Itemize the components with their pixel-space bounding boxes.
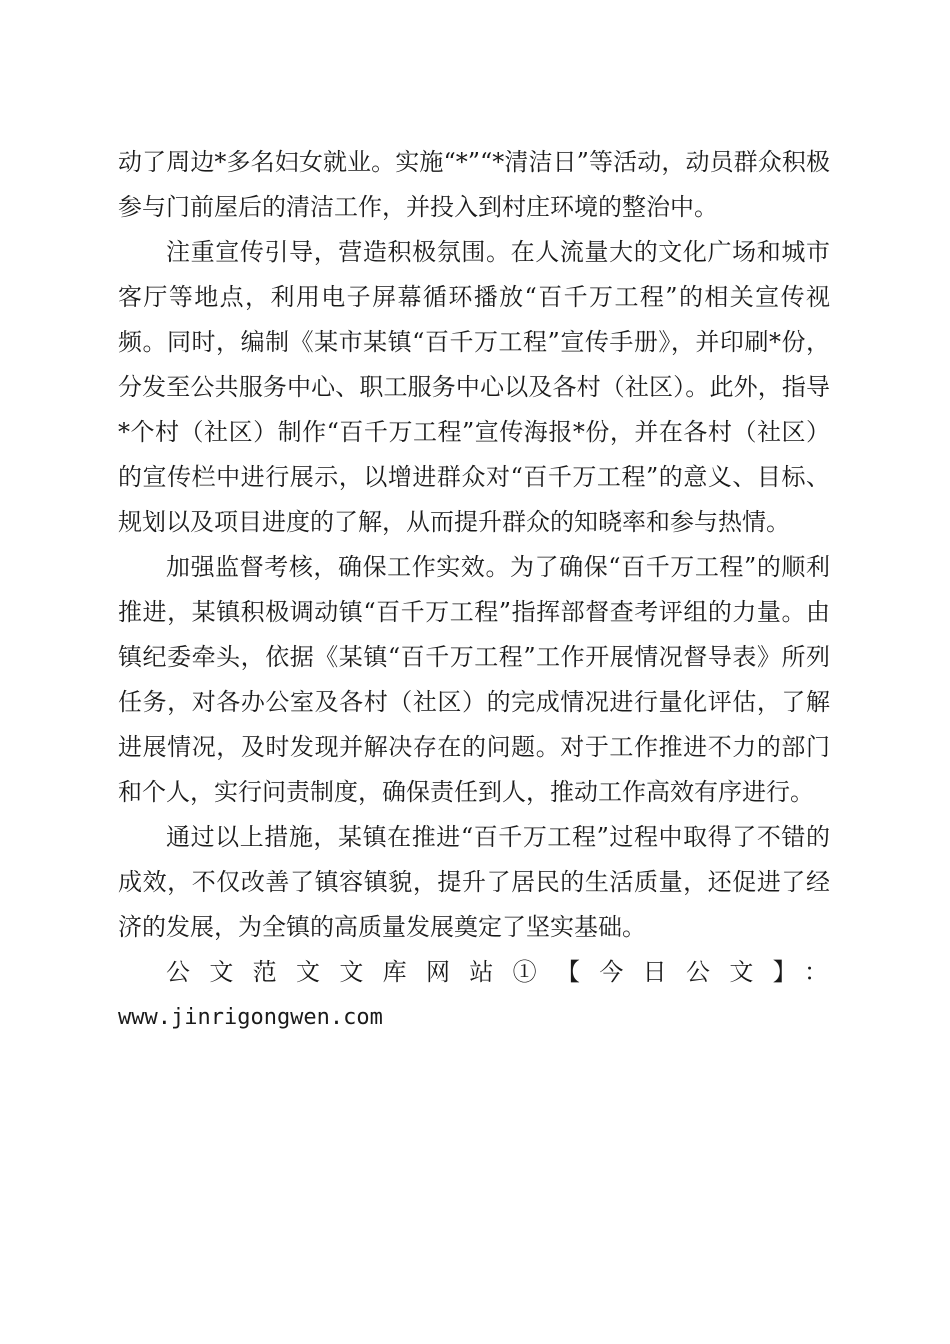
footer-url[interactable]: www.jinrigongwen.com — [118, 1005, 383, 1030]
paragraph-conclusion: 通过以上措施，某镇在推进“百千万工程”过程中取得了不错的成效，不仅改善了镇容镇貌，提升了居民的生活质量，还促进了经济的发展，为全镇的高质量发展奠定了坚实基础。 — [118, 823, 830, 941]
paragraph-publicity: 注重宣传引导，营造积极氛围。在人流量大的文化广场和城市客厅等地点，利用电子屏幕循环播放“百千万工程”的相关宣传视频。同时，编制《某市某镇“百千万工程”宣传手册》，并印刷*份，分发至公共服务中心、职工服务中心以及各村（社区）。此外，指导*个村（社区）制作“百千万工程”宣传海报*份，并在各村（社区）的宣传栏中进行展示，以增进群众对“百千万工程”的意义、目标、规划以及项目进度的了解，从而提升群众的知晓率和参与热情。 — [118, 238, 830, 536]
document-body — [118, 140, 830, 1040]
footer-site-text: 公文范文文库网站①【今日公文】： — [166, 958, 830, 986]
paragraph-supervision: 加强监督考核，确保工作实效。为了确保“百千万工程”的顺利推进，某镇积极调动镇“百千万工程”指挥部督查考评组的力量。由镇纪委牵头，依据《某镇“百千万工程”工作开展情况督导表》所列任务，对各办公室及各村（社区）的完成情况进行量化评估，了解进展情况，及时发现并解决存在的问题。对于工作推进不力的部门和个人，实行问责制度，确保责任到人，推动工作高效有序进行。 — [118, 553, 830, 806]
paragraph-continuation: 动了周边*多名妇女就业。实施“*”“*清洁日”等活动，动员群众积极参与门前屋后的清洁工作，并投入到村庄环境的整治中。 — [118, 148, 830, 221]
